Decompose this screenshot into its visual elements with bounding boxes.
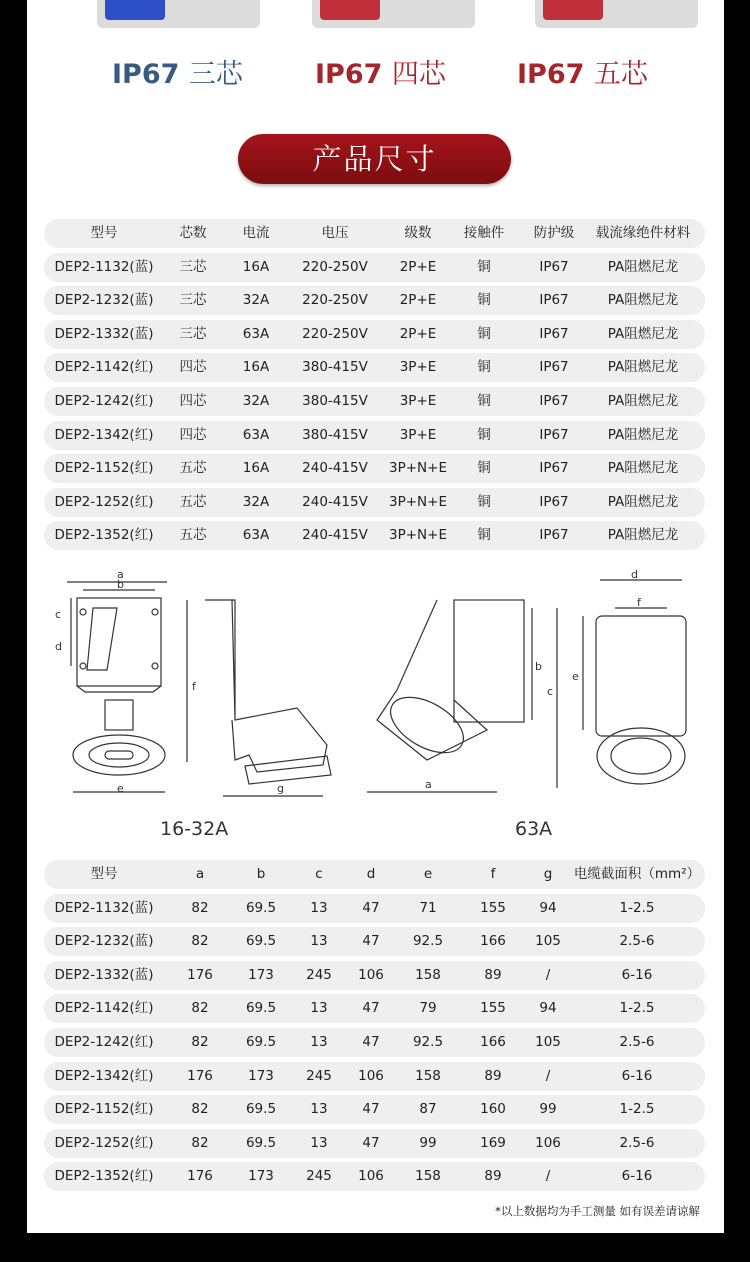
dimension-table <box>44 860 705 1196</box>
header-cell: a <box>195 866 205 882</box>
table-cell: DEP2-1242(红) <box>54 392 154 409</box>
table-cell: 2P+E <box>399 292 437 309</box>
table-cell: 158 <box>415 966 441 983</box>
table-cell: 五芯 <box>179 493 207 510</box>
table-cell: 16A <box>242 460 270 477</box>
caption-16-32a: 16-32A <box>160 818 229 840</box>
table-cell: 铜 <box>477 325 491 342</box>
table-cell: 47 <box>362 899 380 916</box>
svg-text:a: a <box>117 568 124 581</box>
table-cell: / <box>545 1168 551 1185</box>
table-cell: 82 <box>191 1033 209 1050</box>
table-cell: 3P+E <box>399 426 437 443</box>
table-cell: 13 <box>310 1000 328 1017</box>
table-cell: 92.5 <box>412 933 444 950</box>
table-cell: 82 <box>191 933 209 950</box>
table-cell: 47 <box>362 933 380 950</box>
table-cell: 173 <box>248 966 274 983</box>
table-cell: DEP2-1142(红) <box>54 359 154 376</box>
header-cell: c <box>315 866 323 882</box>
table-row <box>44 894 705 923</box>
table-cell: 106 <box>358 1067 384 1084</box>
table-cell: 220-250V <box>302 292 368 309</box>
table-cell: 106 <box>358 1168 384 1185</box>
table-cell: 铜 <box>477 292 491 309</box>
table-cell: DEP2-1132(蓝) <box>54 258 154 275</box>
table-cell: 32A <box>242 392 270 409</box>
table-cell: 160 <box>480 1101 506 1118</box>
table-cell: DEP2-1342(红) <box>54 1067 154 1084</box>
product-image-red-5 <box>535 0 698 28</box>
table-cell: 63A <box>242 325 270 342</box>
table-row <box>44 454 705 483</box>
table-cell: DEP2-1352(红) <box>54 1168 154 1185</box>
header-cell: 芯数 <box>179 225 207 241</box>
table-cell: 2.5-6 <box>619 1033 655 1050</box>
table-cell: 2P+E <box>399 258 437 275</box>
table-cell: 铜 <box>477 527 491 544</box>
diagram-16-32a-front <box>67 582 167 792</box>
svg-text:a: a <box>425 778 432 791</box>
header-cell: d <box>366 866 376 882</box>
table-cell: 89 <box>484 1168 502 1185</box>
header-cell: 电压 <box>321 225 349 241</box>
table-cell: 16A <box>242 258 270 275</box>
table-cell: 166 <box>480 933 506 950</box>
table-cell: 69.5 <box>245 1000 277 1017</box>
header-cell: f <box>490 866 496 882</box>
svg-text:d: d <box>631 568 638 581</box>
table-cell: PA阻燃尼龙 <box>607 292 679 309</box>
table-cell: 2P+E <box>399 325 437 342</box>
table-cell: DEP2-1142(红) <box>54 1000 154 1017</box>
table-cell: 63A <box>242 527 270 544</box>
svg-text:c: c <box>547 685 554 698</box>
table-cell: 3P+E <box>399 359 437 376</box>
table-cell: DEP2-1232(蓝) <box>54 933 154 950</box>
table-cell: DEP2-1132(蓝) <box>54 899 154 916</box>
table-cell: 五芯 <box>179 460 207 477</box>
table-cell: DEP2-1342(红) <box>54 426 154 443</box>
table-cell: 四芯 <box>179 359 207 376</box>
product-label-5core: IP67 五芯 <box>517 59 648 90</box>
table-cell: IP67 <box>539 258 569 275</box>
header-cell: 型号 <box>90 866 118 882</box>
table-cell: 158 <box>415 1168 441 1185</box>
svg-text:c: c <box>55 608 62 621</box>
table-cell: 166 <box>480 1033 506 1050</box>
table-cell: 71 <box>419 899 437 916</box>
table-cell: 63A <box>242 426 270 443</box>
table-cell: 13 <box>310 1033 328 1050</box>
table-cell: 3P+N+E <box>389 460 447 477</box>
table-cell: 105 <box>535 1033 561 1050</box>
table-cell: PA阻燃尼龙 <box>607 527 679 544</box>
table-cell: 82 <box>191 1101 209 1118</box>
table-row <box>44 253 705 282</box>
table-cell: IP67 <box>539 292 569 309</box>
table-row <box>44 961 705 990</box>
table-cell: 32A <box>242 292 270 309</box>
table-row <box>44 1028 705 1057</box>
table-cell: 245 <box>306 966 332 983</box>
table-cell: 16A <box>242 359 270 376</box>
table-cell: 四芯 <box>179 426 207 443</box>
table-cell: 69.5 <box>245 933 277 950</box>
header-cell: b <box>256 866 266 882</box>
table-cell: 13 <box>310 1134 328 1151</box>
table-cell: 三芯 <box>179 258 207 275</box>
table-cell: / <box>545 1067 551 1084</box>
table-cell: IP67 <box>539 426 569 443</box>
table-cell: 6-16 <box>621 966 653 983</box>
table-cell: 32A <box>242 493 270 510</box>
spec-table <box>44 219 705 555</box>
table-cell: 47 <box>362 1134 380 1151</box>
table-row <box>44 994 705 1023</box>
table-cell: 1-2.5 <box>619 1101 655 1118</box>
table-cell: 158 <box>415 1067 441 1084</box>
table-cell: DEP2-1152(红) <box>54 1101 154 1118</box>
table-row <box>44 286 705 315</box>
table-cell: PA阻燃尼龙 <box>607 392 679 409</box>
table-cell: PA阻燃尼龙 <box>607 460 679 477</box>
header-cell: g <box>543 866 553 882</box>
table-cell: 3P+N+E <box>389 527 447 544</box>
table-cell: 82 <box>191 1134 209 1151</box>
header-cell: e <box>423 866 433 882</box>
table-cell: 173 <box>248 1067 274 1084</box>
table-cell: PA阻燃尼龙 <box>607 493 679 510</box>
page <box>27 0 724 1233</box>
header-cell: 电流 <box>242 225 270 241</box>
table-cell: 380-415V <box>302 359 368 376</box>
table-cell: 87 <box>419 1101 437 1118</box>
table-cell: 三芯 <box>179 292 207 309</box>
table-row <box>44 1129 705 1158</box>
table-cell: 13 <box>310 1101 328 1118</box>
table-cell: 220-250V <box>302 258 368 275</box>
table-row <box>44 1062 705 1091</box>
dimension-diagrams <box>27 560 724 850</box>
table-cell: 99 <box>419 1134 437 1151</box>
dimension-labels <box>55 568 642 795</box>
svg-text:b: b <box>535 660 542 673</box>
table-cell: 79 <box>419 1000 437 1017</box>
table-cell: 47 <box>362 1000 380 1017</box>
table-cell: 240-415V <box>302 527 368 544</box>
table-row <box>44 488 705 517</box>
table-cell: 五芯 <box>179 527 207 544</box>
table-row <box>44 521 705 550</box>
table-row <box>44 927 705 956</box>
table-cell: 94 <box>539 1000 557 1017</box>
header-cell: 防护级 <box>533 225 575 241</box>
table-cell: 92.5 <box>412 1033 444 1050</box>
table-cell: 106 <box>358 966 384 983</box>
table-cell: DEP2-1332(蓝) <box>54 966 154 983</box>
table-cell: DEP2-1252(红) <box>54 493 154 510</box>
diagram-63a-side <box>367 600 532 792</box>
table-cell: DEP2-1232(蓝) <box>54 292 154 309</box>
table-cell: PA阻燃尼龙 <box>607 426 679 443</box>
table-cell: 47 <box>362 1033 380 1050</box>
table-cell: 三芯 <box>179 325 207 342</box>
svg-text:b: b <box>117 578 124 591</box>
table-cell: IP67 <box>539 527 569 544</box>
table-cell: 铜 <box>477 493 491 510</box>
table-cell: 82 <box>191 899 209 916</box>
table-cell: 106 <box>535 1134 561 1151</box>
table-cell: 155 <box>480 899 506 916</box>
table-cell: 380-415V <box>302 426 368 443</box>
table-cell: 94 <box>539 899 557 916</box>
table-cell: 3P+E <box>399 392 437 409</box>
table-cell: / <box>545 966 551 983</box>
table-cell: 铜 <box>477 460 491 477</box>
table-cell: DEP2-1152(红) <box>54 460 154 477</box>
table-cell: 铜 <box>477 426 491 443</box>
table-cell: IP67 <box>539 392 569 409</box>
table-cell: 铜 <box>477 392 491 409</box>
table-cell: 铜 <box>477 359 491 376</box>
product-image-blue <box>97 0 260 28</box>
product-label-4core: IP67 四芯 <box>315 59 446 90</box>
table-cell: PA阻燃尼龙 <box>607 325 679 342</box>
header-cell: 载流缘绝件材料 <box>595 225 691 241</box>
svg-text:f: f <box>192 680 196 693</box>
caption-63a: 63A <box>515 818 553 840</box>
product-image-red-4 <box>312 0 475 28</box>
header-cell: 接触件 <box>463 225 505 241</box>
table-cell: 380-415V <box>302 392 368 409</box>
section-title-banner: 产品尺寸 <box>238 134 511 184</box>
svg-text:d: d <box>55 640 62 653</box>
table-cell: 89 <box>484 966 502 983</box>
table-cell: 99 <box>539 1101 557 1118</box>
table-cell: DEP2-1352(红) <box>54 527 154 544</box>
table-cell: 69.5 <box>245 1033 277 1050</box>
table-row <box>44 353 705 382</box>
table-cell: 155 <box>480 1000 506 1017</box>
table-cell: 6-16 <box>621 1067 653 1084</box>
diagram-16-32a-side <box>187 600 331 796</box>
table-cell: 四芯 <box>179 392 207 409</box>
table-cell: 1-2.5 <box>619 899 655 916</box>
table-cell: 169 <box>480 1134 506 1151</box>
table-cell: IP67 <box>539 325 569 342</box>
table-cell: 47 <box>362 1101 380 1118</box>
header-cell: 型号 <box>90 225 118 241</box>
table-row <box>44 421 705 450</box>
table-cell: DEP2-1242(红) <box>54 1033 154 1050</box>
table-cell: 69.5 <box>245 1134 277 1151</box>
table-row <box>44 1095 705 1124</box>
table-cell: IP67 <box>539 359 569 376</box>
diagram-63a-front <box>557 580 686 788</box>
svg-text:e: e <box>572 670 579 683</box>
table-cell: DEP2-1332(蓝) <box>54 325 154 342</box>
header-cell: 级数 <box>404 225 432 241</box>
table-cell: DEP2-1252(红) <box>54 1134 154 1151</box>
table-cell: 176 <box>187 966 213 983</box>
table-cell: 245 <box>306 1067 332 1084</box>
table-cell: 176 <box>187 1067 213 1084</box>
table-cell: 240-415V <box>302 493 368 510</box>
table-cell: 240-415V <box>302 460 368 477</box>
table-cell: 173 <box>248 1168 274 1185</box>
table-cell: 13 <box>310 933 328 950</box>
svg-text:e: e <box>117 782 124 795</box>
table-cell: IP67 <box>539 493 569 510</box>
table-cell: 69.5 <box>245 1101 277 1118</box>
table-cell: 82 <box>191 1000 209 1017</box>
table-cell: IP67 <box>539 460 569 477</box>
table-cell: 13 <box>310 899 328 916</box>
table-cell: PA阻燃尼龙 <box>607 359 679 376</box>
table-cell: 铜 <box>477 258 491 275</box>
table-row <box>44 1162 705 1191</box>
table-cell: 3P+N+E <box>389 493 447 510</box>
svg-text:f: f <box>637 596 641 609</box>
table-cell: 105 <box>535 933 561 950</box>
table-cell: PA阻燃尼龙 <box>607 258 679 275</box>
table-row <box>44 387 705 416</box>
table-cell: 2.5-6 <box>619 933 655 950</box>
table-cell: 176 <box>187 1168 213 1185</box>
table-header <box>44 860 705 889</box>
measurement-note: *以上数据均为手工测量 如有误差请谅解 <box>495 1204 700 1218</box>
table-cell: 220-250V <box>302 325 368 342</box>
table-cell: 89 <box>484 1067 502 1084</box>
table-cell: 6-16 <box>621 1168 653 1185</box>
product-label-3core: IP67 三芯 <box>112 59 243 90</box>
svg-text:g: g <box>277 782 284 795</box>
table-cell: 245 <box>306 1168 332 1185</box>
table-header <box>44 219 705 248</box>
table-cell: 2.5-6 <box>619 1134 655 1151</box>
table-cell: 1-2.5 <box>619 1000 655 1017</box>
table-row <box>44 320 705 349</box>
header-cell: 电缆截面积（mm²） <box>573 866 701 882</box>
table-cell: 69.5 <box>245 899 277 916</box>
